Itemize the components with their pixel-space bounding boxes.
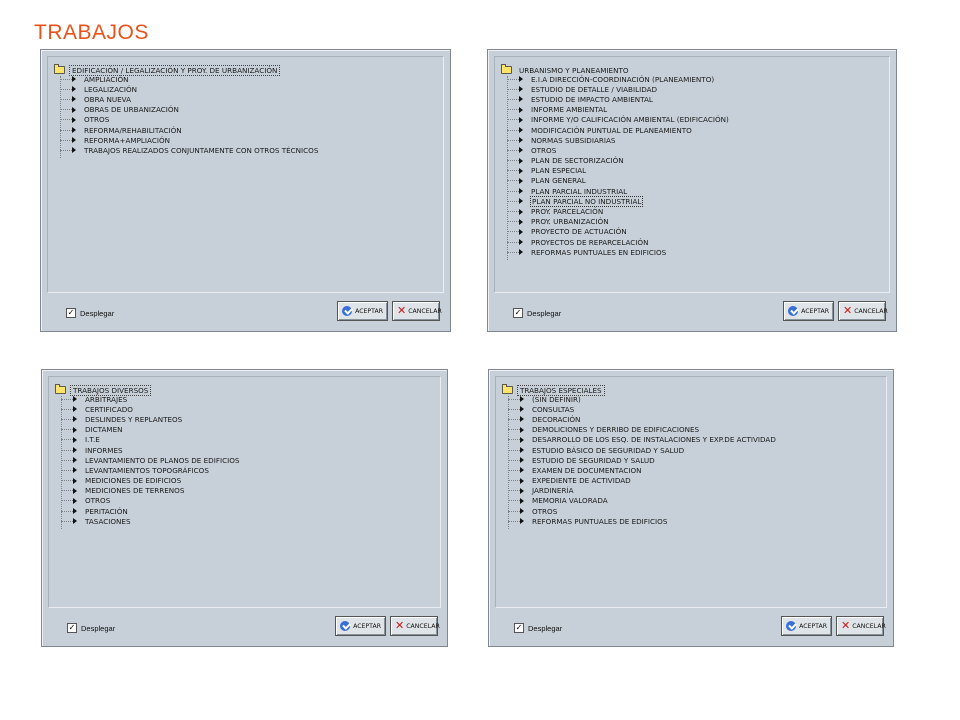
expand-arrow-icon[interactable] bbox=[520, 478, 524, 484]
tree-item-label: OTROS bbox=[531, 145, 557, 155]
expand-checkbox-group[interactable] bbox=[513, 308, 561, 318]
check-circle-icon bbox=[786, 621, 796, 631]
tree-item-label: LEGALIZACIÓN bbox=[84, 84, 138, 94]
tree-item[interactable] bbox=[507, 186, 730, 196]
tree-item-label: MEMORIA VALORADA bbox=[532, 496, 608, 506]
expand-arrow-icon[interactable] bbox=[520, 498, 524, 504]
tree-item[interactable] bbox=[507, 145, 730, 155]
tree-item[interactable] bbox=[61, 404, 240, 414]
tree-items bbox=[507, 74, 730, 257]
expand-arrow-icon[interactable] bbox=[519, 117, 523, 123]
tree-item-label: INFORME Y/O CALIFICACIÓN AMBIENTAL (EDIFICACIÓN) bbox=[531, 115, 729, 125]
expand-arrow-icon[interactable] bbox=[520, 518, 524, 524]
tree-item-label: OBRA NUEVA bbox=[84, 94, 132, 104]
tree-item[interactable] bbox=[507, 206, 730, 216]
tree-item-label: MEDICIONES DE EDIFICIOS bbox=[85, 476, 182, 486]
tree-item[interactable] bbox=[61, 414, 240, 424]
dialog-edificacion bbox=[40, 49, 451, 332]
dialog-footer bbox=[488, 297, 896, 331]
folder-icon bbox=[502, 386, 513, 394]
tree-item[interactable] bbox=[508, 414, 777, 424]
accept-button-label: ACEPTAR bbox=[799, 622, 827, 630]
expand-arrow-icon[interactable] bbox=[73, 447, 77, 453]
expand-arrow-icon[interactable] bbox=[519, 127, 523, 133]
tree-item-label: ESTUDIO DE DETALLE / VIABILIDAD bbox=[531, 84, 658, 94]
tree-item-label: EXPEDIENTE DE ACTIVIDAD bbox=[532, 476, 631, 486]
expand-arrow-icon[interactable] bbox=[73, 406, 77, 412]
tree-item[interactable] bbox=[508, 516, 777, 526]
tree-item[interactable] bbox=[507, 105, 730, 115]
expand-arrow-icon[interactable] bbox=[520, 437, 524, 443]
tree-item[interactable] bbox=[507, 217, 730, 227]
expand-arrow-icon[interactable] bbox=[519, 96, 523, 102]
tree-item[interactable] bbox=[508, 496, 777, 506]
expand-arrow-icon[interactable] bbox=[73, 437, 77, 443]
tree-item-label: JARDINERÍA bbox=[532, 486, 574, 496]
tree-item[interactable] bbox=[507, 125, 730, 135]
accept-button[interactable] bbox=[783, 301, 834, 321]
tree-item[interactable] bbox=[507, 84, 730, 94]
expand-checkbox-group[interactable] bbox=[514, 623, 562, 633]
accept-button-label: ACEPTAR bbox=[355, 307, 383, 315]
tree-item-label: ESTUDIO DE SEGURIDAD Y SALUD bbox=[532, 455, 655, 465]
tree-item-label: REFORMAS PUNTUALES EN EDIFICIOS bbox=[531, 247, 667, 257]
tree-item-label: PERITACIÓN bbox=[85, 506, 128, 516]
tree-item[interactable] bbox=[60, 94, 319, 104]
tree-item-label: REFORMA/REHABILITACIÓN bbox=[84, 125, 182, 135]
cancel-button[interactable] bbox=[390, 616, 438, 636]
folder-icon bbox=[54, 66, 65, 74]
expand-checkbox[interactable]: ✓ bbox=[68, 623, 76, 632]
expand-arrow-icon[interactable] bbox=[73, 457, 77, 463]
tree-item-label: PROYECTO DE ACTUACIÓN bbox=[531, 227, 627, 237]
tree-item[interactable] bbox=[60, 135, 319, 145]
tree-item[interactable] bbox=[61, 455, 240, 465]
tree-item[interactable] bbox=[507, 135, 730, 145]
tree-item-label: PROY. URBANIZACIÓN bbox=[531, 217, 609, 227]
expand-arrow-icon[interactable] bbox=[519, 158, 523, 164]
tree-item[interactable] bbox=[508, 455, 777, 465]
tree-item-label: OBRAS DE URBANIZACIÓN bbox=[84, 105, 179, 115]
tree-item[interactable] bbox=[508, 435, 777, 445]
accept-button-label: ACEPTAR bbox=[353, 622, 381, 630]
tree-item-label: ARBITRAJES bbox=[85, 394, 128, 404]
expand-arrow-icon[interactable] bbox=[73, 396, 77, 402]
tree-item[interactable] bbox=[508, 476, 777, 486]
tree-item-label: DESLINDES Y REPLANTEOS bbox=[85, 414, 183, 424]
tree-item-label: PROYECTOS DE REPARCELACIÓN bbox=[531, 237, 649, 247]
tree-item[interactable] bbox=[507, 156, 730, 166]
close-icon: ✕ bbox=[843, 304, 853, 317]
dialog-footer bbox=[41, 297, 450, 331]
tree-item-label: MEDICIONES DE TERRENOS bbox=[85, 486, 185, 496]
dialog-trabajos-especiales bbox=[488, 369, 894, 647]
tree-item[interactable] bbox=[508, 506, 777, 516]
tree-item-label: REFORMAS PUNTUALES DE EDIFICIOS bbox=[532, 516, 668, 526]
expand-arrow-icon[interactable] bbox=[520, 427, 524, 433]
check-circle-icon bbox=[342, 306, 352, 316]
expand-arrow-icon[interactable] bbox=[72, 147, 76, 153]
tree-item[interactable] bbox=[508, 486, 777, 496]
tree-item-label: I.T.E bbox=[85, 435, 100, 445]
expand-arrow-icon[interactable] bbox=[73, 416, 77, 422]
tree-item[interactable] bbox=[60, 74, 319, 84]
expand-label: Desplegar bbox=[80, 308, 115, 318]
expand-checkbox-group[interactable] bbox=[66, 308, 114, 318]
tree-item-label: DESARROLLO DE LOS ESQ. DE INSTALACIONES Y EXP.DE ACTIVIDAD bbox=[532, 435, 776, 445]
expand-checkbox[interactable]: ✓ bbox=[514, 308, 522, 317]
cancel-button[interactable] bbox=[392, 301, 440, 321]
tree-item[interactable] bbox=[60, 145, 319, 155]
tree-item-label: INFORMES bbox=[85, 445, 123, 455]
tree-items bbox=[61, 394, 240, 526]
expand-arrow-icon[interactable] bbox=[519, 239, 523, 245]
tree-root-label: TRABAJOS DIVERSOS bbox=[70, 385, 151, 396]
dialog-footer bbox=[42, 612, 447, 646]
expand-arrow-icon[interactable] bbox=[519, 137, 523, 143]
accept-button[interactable] bbox=[335, 616, 386, 636]
expand-arrow-icon[interactable] bbox=[519, 188, 523, 194]
tree-item-label: OTROS bbox=[532, 506, 558, 516]
tree-item[interactable] bbox=[61, 435, 240, 445]
expand-arrow-icon[interactable] bbox=[72, 86, 76, 92]
expand-arrow-icon[interactable] bbox=[519, 219, 523, 225]
tree-item[interactable] bbox=[508, 425, 777, 435]
tree-view[interactable] bbox=[47, 56, 444, 293]
tree-item[interactable] bbox=[61, 486, 240, 496]
tree-item-label: DECORACIÓN bbox=[532, 414, 581, 424]
tree-item-label: OTROS bbox=[85, 496, 111, 506]
dialog-trabajos-diversos bbox=[41, 369, 448, 647]
tree-item-selected[interactable] bbox=[507, 196, 730, 206]
cancel-button-label: CANCELAR bbox=[406, 622, 440, 630]
expand-arrow-icon[interactable] bbox=[519, 198, 523, 204]
cancel-button-label: CANCELAR bbox=[852, 622, 886, 630]
folder-icon bbox=[55, 386, 66, 394]
tree-item-label: (SIN DEFINIR) bbox=[532, 394, 581, 404]
tree-item-label: OTROS bbox=[84, 115, 110, 125]
tree-item-label: PLAN PARCIAL NO INDUSTRIAL bbox=[532, 196, 642, 206]
tree-item-label: MODIFICACIÓN PUNTUAL DE PLANEAMIENTO bbox=[531, 125, 692, 135]
tree-view[interactable] bbox=[495, 376, 887, 608]
tree-item-label: EXAMEN DE DOCUMENTACION bbox=[532, 465, 642, 475]
tree-item-label: TASACIONES bbox=[85, 516, 131, 526]
expand-arrow-icon[interactable] bbox=[72, 96, 76, 102]
expand-arrow-icon[interactable] bbox=[519, 178, 523, 184]
tree-item-label: LEVANTAMIENTO DE PLANOS DE EDIFICIOS bbox=[85, 455, 240, 465]
tree-item-label: ESTUDIO DE IMPACTO AMBIENTAL bbox=[531, 94, 653, 104]
expand-checkbox[interactable]: ✓ bbox=[515, 623, 523, 632]
expand-arrow-icon[interactable] bbox=[73, 467, 77, 473]
expand-arrow-icon[interactable] bbox=[520, 416, 524, 422]
tree-item[interactable] bbox=[507, 247, 730, 257]
expand-arrow-icon[interactable] bbox=[519, 86, 523, 92]
tree-item-label: PLAN DE SECTORIZACIÓN bbox=[531, 156, 624, 166]
expand-arrow-icon[interactable] bbox=[73, 508, 77, 514]
tree-item[interactable] bbox=[507, 115, 730, 125]
expand-arrow-icon[interactable] bbox=[520, 406, 524, 412]
tree-item[interactable] bbox=[61, 445, 240, 455]
tree-item[interactable] bbox=[60, 115, 319, 125]
cancel-button-label: CANCELAR bbox=[408, 307, 442, 315]
page-title: TRABAJOS bbox=[34, 21, 149, 44]
tree-item[interactable] bbox=[508, 394, 777, 404]
tree-root-label: URBANISMO Y PLANEAMIENTO bbox=[519, 65, 629, 75]
expand-checkbox[interactable]: ✓ bbox=[67, 308, 75, 317]
expand-arrow-icon[interactable] bbox=[520, 396, 524, 402]
tree-item[interactable] bbox=[61, 506, 240, 516]
tree-item[interactable] bbox=[507, 74, 730, 84]
tree-item[interactable] bbox=[507, 166, 730, 176]
expand-arrow-icon[interactable] bbox=[73, 427, 77, 433]
expand-arrow-icon[interactable] bbox=[72, 117, 76, 123]
expand-arrow-icon[interactable] bbox=[73, 488, 77, 494]
tree-item-label: CERTIFICADO bbox=[85, 404, 133, 414]
expand-arrow-icon[interactable] bbox=[72, 137, 76, 143]
tree-item-label: PROY. PARCELACIÓN bbox=[531, 207, 604, 217]
expand-arrow-icon[interactable] bbox=[73, 498, 77, 504]
tree-root-label: EDIFICACIÓN / LEGALIZACIÓN Y PROY. DE URBANIZACIÓN bbox=[69, 65, 280, 76]
tree-item-label: CONSULTAS bbox=[532, 404, 575, 414]
tree-items bbox=[508, 394, 777, 526]
cancel-button[interactable] bbox=[836, 616, 884, 636]
tree-item[interactable] bbox=[61, 516, 240, 526]
tree-item-label: REFORMA+AMPLIACIÓN bbox=[84, 135, 171, 145]
tree-item-label: E.I.A DIRECCIÓN-COORDINACIÓN (PLANEAMIENTO) bbox=[531, 74, 715, 84]
close-icon: ✕ bbox=[397, 304, 407, 317]
expand-label: Desplegar bbox=[527, 308, 562, 318]
tree-item-label: DEMOLICIONES Y DERRIBO DE EDIFICACIONES bbox=[532, 425, 700, 435]
expand-arrow-icon[interactable] bbox=[73, 478, 77, 484]
accept-button-label: ACEPTAR bbox=[801, 307, 829, 315]
check-circle-icon bbox=[340, 621, 350, 631]
tree-item-label: PLAN GENERAL bbox=[531, 176, 586, 186]
tree-item-label: PLAN ESPECIAL bbox=[531, 166, 587, 176]
tree-item-label: LEVANTAMIENTOS TOPOGRÁFICOS bbox=[85, 465, 209, 475]
expand-arrow-icon[interactable] bbox=[72, 107, 76, 113]
expand-arrow-icon[interactable] bbox=[519, 107, 523, 113]
expand-arrow-icon[interactable] bbox=[73, 518, 77, 524]
close-icon: ✕ bbox=[395, 619, 405, 632]
tree-root-label: TRABAJOS ESPECIALES bbox=[517, 385, 605, 396]
tree-item-label: TRABAJOS REALIZADOS CONJUNTAMENTE CON OTROS TÉCNICOS bbox=[84, 145, 319, 155]
tree-item-label: ESTUDIO BÁSICO DE SEGURIDAD Y SALUD bbox=[532, 445, 685, 455]
tree-item-label: PLAN PARCIAL INDUSTRIAL bbox=[531, 186, 628, 196]
folder-icon bbox=[501, 66, 512, 74]
tree-item[interactable] bbox=[508, 404, 777, 414]
tree-item[interactable] bbox=[61, 425, 240, 435]
tree-item-label: INFORME AMBIENTAL bbox=[531, 105, 608, 115]
expand-arrow-icon[interactable] bbox=[519, 76, 523, 82]
expand-arrow-icon[interactable] bbox=[520, 508, 524, 514]
expand-label: Desplegar bbox=[528, 623, 563, 633]
expand-label: Desplegar bbox=[81, 623, 116, 633]
tree-view[interactable] bbox=[48, 376, 441, 608]
expand-checkbox-group[interactable] bbox=[67, 623, 115, 633]
tree-item[interactable] bbox=[61, 496, 240, 506]
cancel-button-label: CANCELAR bbox=[854, 307, 888, 315]
expand-arrow-icon[interactable] bbox=[520, 457, 524, 463]
close-icon: ✕ bbox=[841, 619, 851, 632]
tree-item-label: NORMAS SUBSIDIARIAS bbox=[531, 135, 616, 145]
expand-arrow-icon[interactable] bbox=[72, 127, 76, 133]
tree-item[interactable] bbox=[507, 227, 730, 237]
expand-arrow-icon[interactable] bbox=[72, 76, 76, 82]
expand-arrow-icon[interactable] bbox=[520, 467, 524, 473]
accept-button[interactable] bbox=[337, 301, 388, 321]
dialog-footer bbox=[489, 612, 893, 646]
tree-item[interactable] bbox=[61, 465, 240, 475]
tree-item[interactable] bbox=[507, 94, 730, 104]
expand-arrow-icon[interactable] bbox=[519, 168, 523, 174]
tree-item[interactable] bbox=[508, 445, 777, 455]
tree-item[interactable] bbox=[507, 237, 730, 247]
tree-item[interactable] bbox=[60, 105, 319, 115]
tree-item[interactable] bbox=[507, 176, 730, 186]
expand-arrow-icon[interactable] bbox=[519, 209, 523, 215]
dialog-urbanismo bbox=[487, 49, 897, 332]
cancel-button[interactable] bbox=[838, 301, 886, 321]
tree-item[interactable] bbox=[61, 476, 240, 486]
expand-arrow-icon[interactable] bbox=[520, 447, 524, 453]
tree-item[interactable] bbox=[60, 84, 319, 94]
check-circle-icon bbox=[788, 306, 798, 316]
tree-item[interactable] bbox=[60, 125, 319, 135]
expand-arrow-icon[interactable] bbox=[519, 147, 523, 153]
tree-item-label: DICTAMEN bbox=[85, 425, 123, 435]
tree-item[interactable] bbox=[61, 394, 240, 404]
accept-button[interactable] bbox=[781, 616, 832, 636]
tree-items bbox=[60, 74, 319, 156]
expand-arrow-icon[interactable] bbox=[520, 488, 524, 494]
expand-arrow-icon[interactable] bbox=[519, 249, 523, 255]
tree-view[interactable] bbox=[494, 56, 890, 293]
tree-item-label: AMPLIACIÓN bbox=[84, 74, 129, 84]
expand-arrow-icon[interactable] bbox=[519, 229, 523, 235]
tree-item[interactable] bbox=[508, 465, 777, 475]
